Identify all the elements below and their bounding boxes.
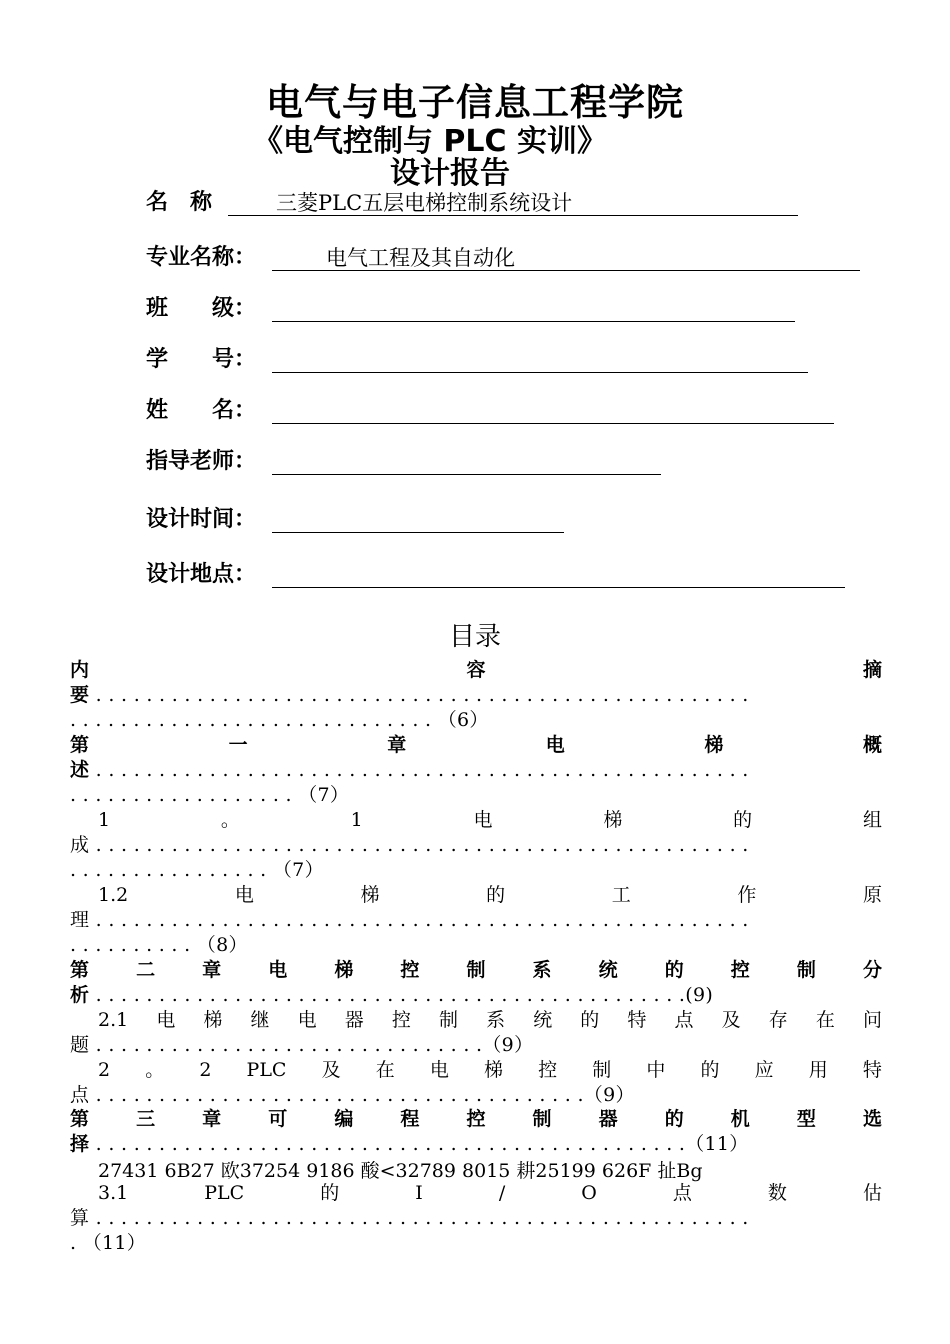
toc-entry-char: 特 [862, 1059, 882, 1081]
toc-entry-char: 的 [320, 1182, 340, 1204]
school-title: 电气与电子信息工程学院 [266, 81, 684, 124]
toc-page-number: (9) [685, 984, 714, 1006]
toc-leader-dots: . . . . . . . . . . . . . . . . . . [70, 784, 299, 806]
toc-entry-char: PLC [246, 1059, 287, 1081]
toc-entry-char: 第 [70, 734, 90, 756]
toc-entry-char: I [415, 1182, 423, 1204]
field-label: 专业名称： [146, 245, 257, 270]
toc-entry[interactable] [70, 958, 882, 1008]
toc-entry-char: 2.1 [98, 1009, 129, 1031]
toc-entry-char: 选 [862, 1108, 882, 1130]
toc-entry-char: 电 [268, 959, 288, 981]
toc-entry[interactable] [70, 1181, 882, 1256]
toc-entry-char: 点 [672, 1182, 692, 1204]
toc-entry-char: 的 [733, 809, 753, 831]
toc-entry-char: 机 [730, 1108, 750, 1130]
toc-entry[interactable] [70, 1008, 882, 1058]
toc-entry-char: 存 [768, 1009, 788, 1031]
toc-entry-char: 制 [592, 1059, 612, 1081]
toc-entry-char: 中 [646, 1059, 666, 1081]
toc-entry-char: 型 [796, 1108, 816, 1130]
field-label: 名 称 [146, 190, 213, 215]
toc-page-number: （11） [82, 1232, 147, 1254]
toc-entry-tail: 算 [70, 1207, 90, 1229]
toc-title: 目录 [448, 622, 501, 652]
toc-entry-char: / [498, 1182, 506, 1204]
toc-entry-char: 及 [721, 1009, 741, 1031]
field-label: 学 号： [146, 347, 257, 372]
toc-page-number: （7） [298, 784, 350, 806]
toc-entry-char: 第 [70, 959, 90, 981]
toc-entry-char: 概 [862, 734, 882, 756]
toc-entry[interactable] [70, 808, 882, 883]
toc-entry-char: 数 [767, 1182, 787, 1204]
toc-entry-char: 原 [862, 884, 882, 906]
toc-entry-char: 梯 [704, 734, 724, 756]
toc-page-number: （11） [685, 1133, 749, 1155]
toc-entry-char: 统 [598, 959, 618, 981]
toc-entry[interactable] [70, 1058, 882, 1108]
toc-entry-char: 梯 [483, 1059, 503, 1081]
toc-entry-char: 的 [580, 1009, 600, 1031]
toc-entry-char: 器 [598, 1108, 618, 1130]
toc-entry-tail: 择 [70, 1133, 90, 1155]
garbled-text-line: 27431 6B27 欧37254 9186 酸<32789 8015 耕25199 626F 扯Bg [98, 1160, 703, 1182]
toc-leader-dots: . . . . . . . . . . . . . . . . . . . . . . . . . . . . . . . . . . . . . . . . . . . . . . . . . . . . [89, 909, 749, 931]
toc-entry-char: 作 [737, 884, 757, 906]
toc-entry[interactable] [70, 883, 882, 958]
toc-entry-char: 的 [486, 884, 506, 906]
toc-entry-char: 组 [862, 809, 882, 831]
toc-leader-dots: . [70, 1232, 83, 1254]
report-title: 设计报告 [390, 156, 510, 191]
toc-page-number: （6） [437, 709, 489, 731]
toc-entry-char: 器 [344, 1009, 364, 1031]
toc-entry-char: 继 [250, 1009, 270, 1031]
toc-entry-char: 的 [664, 1108, 684, 1130]
toc-entry-char: 电 [156, 1009, 176, 1031]
toc-entry-char: 梯 [334, 959, 354, 981]
toc-entry-char: 及 [321, 1059, 341, 1081]
toc-entry-char: 程 [400, 1108, 420, 1130]
toc-entry-char: PLC [204, 1182, 245, 1204]
toc-entry-char: 编 [334, 1108, 354, 1130]
toc-entry-tail: 成 [70, 834, 90, 856]
toc-entry-char: 电 [429, 1059, 449, 1081]
toc-entry-char: 可 [268, 1108, 288, 1130]
toc-entry-char: 梯 [603, 809, 623, 831]
toc-entry-tail: 要 [70, 684, 90, 706]
toc-leader-dots: . . . . . . . . . . . . . . . . . . . . . . . . . . . . . . . . . . . . . . . . . . . . . . . [89, 984, 686, 1006]
toc-entry-char: 制 [466, 959, 486, 981]
toc-entry-char: 统 [533, 1009, 553, 1031]
toc-entry-char: 一 [228, 734, 248, 756]
toc-entry-char: 特 [627, 1009, 647, 1031]
toc-entry-tail: 点 [70, 1084, 90, 1106]
toc-entry-char: 二 [136, 959, 156, 981]
toc-entry-char: 章 [202, 1108, 222, 1130]
toc-entry-char: 在 [815, 1009, 835, 1031]
toc-entry-char: 电 [234, 884, 254, 906]
toc-entry-char: 内 [70, 659, 90, 681]
toc-entry-char: 1 [350, 809, 363, 831]
toc-entry-char: 控 [730, 959, 750, 981]
toc-leader-dots: . . . . . . . . . . . . . . . . [70, 859, 273, 881]
toc-entry-char: 系 [486, 1009, 506, 1031]
toc-entry-char: 工 [611, 884, 631, 906]
field-value: 三菱PLC五层电梯控制系统设计 [276, 191, 573, 215]
toc-page-number: （7） [272, 859, 324, 881]
toc-entry-char: 问 [862, 1009, 882, 1031]
toc-entry-char: 电 [545, 734, 565, 756]
toc-leader-dots: . . . . . . . . . . . . . . . . . . . . . . . . . . . . . . . [89, 1034, 483, 1056]
toc-leader-dots: . . . . . . . . . . . . . . . . . . . . . . . . . . . . . [70, 709, 438, 731]
toc-entry-char: 控 [400, 959, 420, 981]
toc-leader-dots: . . . . . . . . . . . . . . . . . . . . . . . . . . . . . . . . . . . . . . . . . . . . . . . [89, 1133, 686, 1155]
toc-entry-char: 梯 [203, 1009, 223, 1031]
toc-entry-char: 的 [700, 1059, 720, 1081]
toc-entry-char: 1.2 [98, 884, 129, 906]
course-title: 《电气控制与 PLC 实训》 [252, 124, 607, 159]
toc-entry-char: O [581, 1182, 597, 1204]
toc-entry-char: 点 [674, 1009, 694, 1031]
toc-page-number: （8） [196, 934, 248, 956]
toc-entry-char: 1 [98, 809, 111, 831]
toc-entry-char: 2 [98, 1059, 111, 1081]
toc-entry-char: 2 [199, 1059, 212, 1081]
toc-leader-dots: . . . . . . . . . . [70, 934, 197, 956]
toc-leader-dots: . . . . . . . . . . . . . . . . . . . . . . . . . . . . . . . . . . . . . . . [89, 1084, 584, 1106]
toc-page-number: （9） [583, 1084, 635, 1106]
field-value: 电气工程及其自动化 [326, 246, 515, 270]
toc-entry-char: 的 [664, 959, 684, 981]
toc-page-number: （9） [482, 1034, 534, 1056]
toc-entry-char: 梯 [360, 884, 380, 906]
toc-entry[interactable] [70, 1107, 882, 1157]
toc-entry-char: 控 [466, 1108, 486, 1130]
field-label: 指导老师： [146, 449, 257, 474]
toc-entry-char: 章 [202, 959, 222, 981]
toc-entry-char: 三 [136, 1108, 156, 1130]
toc-entry-char: 电 [473, 809, 493, 831]
toc-entry-char: 制 [796, 959, 816, 981]
toc-entry-char: 电 [297, 1009, 317, 1031]
toc-entry-tail: 述 [70, 759, 90, 781]
toc-entry-char: 制 [438, 1009, 458, 1031]
toc-entry-char: 控 [538, 1059, 558, 1081]
toc-entry-char: 摘 [862, 659, 882, 681]
toc-entry-char: 估 [862, 1182, 882, 1204]
toc-entry-tail: 题 [70, 1034, 90, 1056]
toc-leader-dots: . . . . . . . . . . . . . . . . . . . . . . . . . . . . . . . . . . . . . . . . . . . . . . . . . . . . [89, 1207, 749, 1229]
toc-entry-char: 。 [145, 1059, 165, 1081]
toc-leader-dots: . . . . . . . . . . . . . . . . . . . . . . . . . . . . . . . . . . . . . . . . . . . . . . . . . . . . [89, 834, 749, 856]
field-label: 班 级： [146, 296, 257, 321]
toc-entry-char: 。 [220, 809, 240, 831]
field-label: 设计地点： [146, 562, 257, 587]
toc-entry-char: 系 [532, 959, 552, 981]
toc-entry-char: 应 [754, 1059, 774, 1081]
toc-entry-char: 用 [808, 1059, 828, 1081]
toc-entry-char: 控 [391, 1009, 411, 1031]
toc-entry-char: 分 [862, 959, 882, 981]
toc-entry-char: 第 [70, 1108, 90, 1130]
toc-entry[interactable] [70, 733, 882, 808]
toc-entry-tail: 理 [70, 909, 90, 931]
field-label: 姓 名： [146, 398, 257, 423]
toc-entry-char: 容 [466, 659, 486, 681]
field-label: 设计时间： [146, 507, 257, 532]
toc-entry-char: 章 [387, 734, 407, 756]
toc-entry-tail: 析 [70, 984, 90, 1006]
toc-leader-dots: . . . . . . . . . . . . . . . . . . . . . . . . . . . . . . . . . . . . . . . . . . . . . . . . . . . . [89, 684, 749, 706]
toc-entry-char: 制 [532, 1108, 552, 1130]
toc-entry[interactable] [70, 658, 882, 733]
toc-entry-char: 3.1 [98, 1182, 129, 1204]
toc-leader-dots: . . . . . . . . . . . . . . . . . . . . . . . . . . . . . . . . . . . . . . . . . . . . . . . . . . . . [89, 759, 749, 781]
toc-entry-char: 在 [375, 1059, 395, 1081]
